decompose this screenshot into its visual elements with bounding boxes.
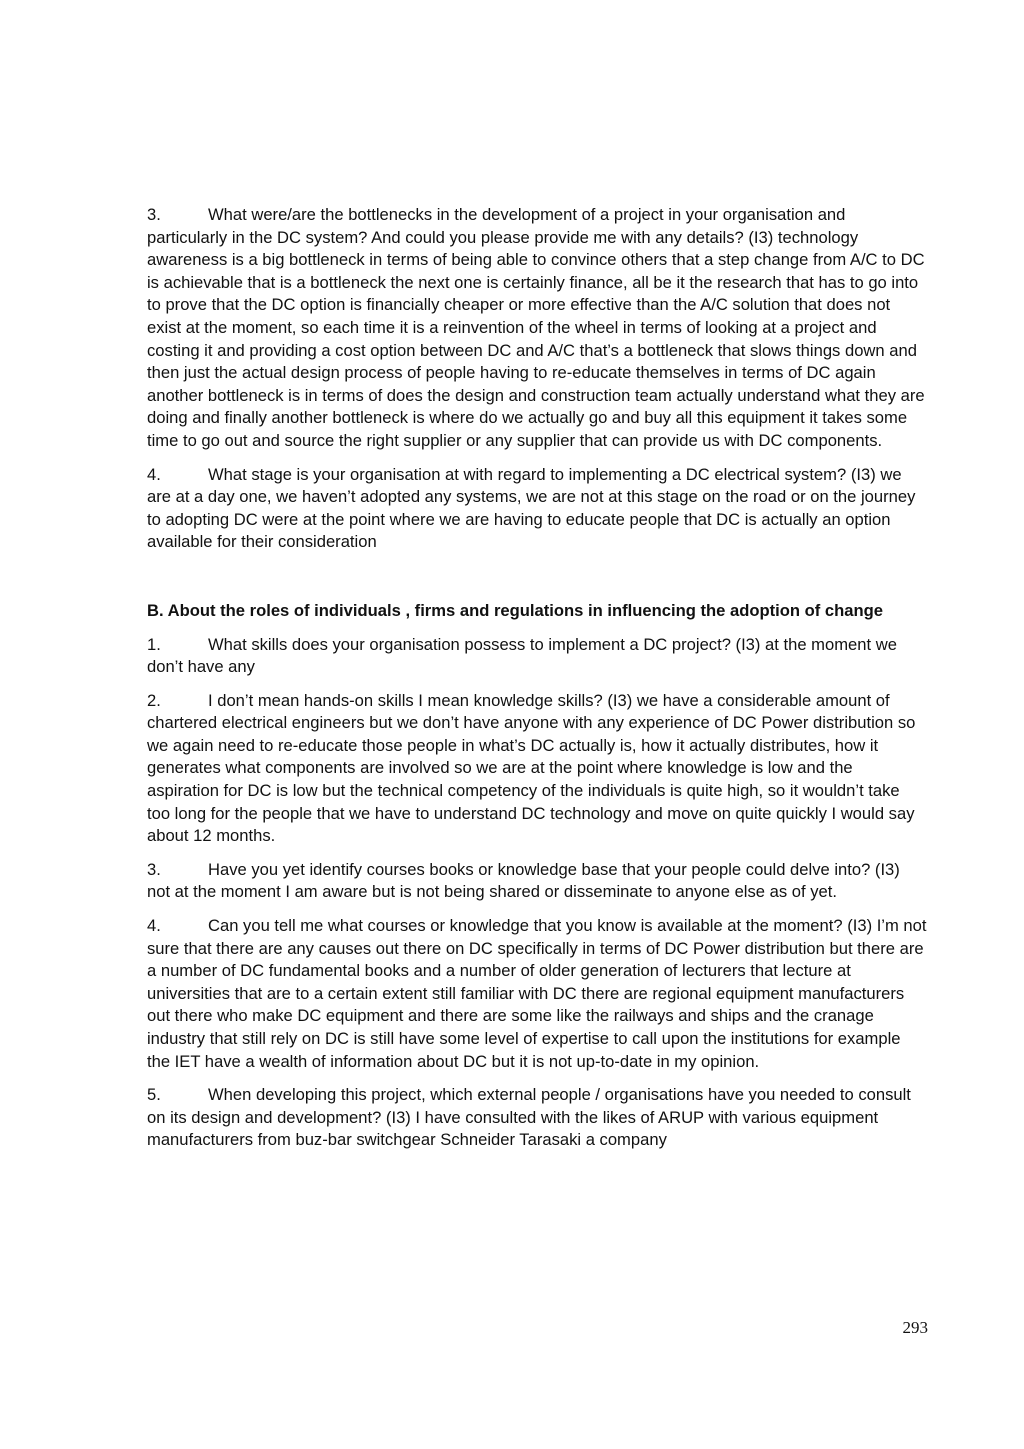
page-number: 293 [902,1318,928,1337]
item-text: Can you tell me what courses or knowledge that you know is available at the moment? (I3) I’m not sure that there are any causes out there on DC specifically in terms of DC Power distribution but there are a number of DC fundamental books and a number of older generation of lecturers that lecture at universities that are to a certain extent still familiar with DC there are regional equipment manufacturers out there who make DC equipment and there are some like the railways and ships and the cranage industry that still rely on DC is still have some level of expertise to call upon the institutions for example the IET have a wealth of information about DC but it is not up-to-date in my opinion. [147,916,927,1071]
item-number: 4. [147,916,161,936]
document-page [147,204,927,1163]
item-text: What stage is your organisation at with regard to implementing a DC electrical system? (I3) we are at a day one, we haven’t adopted any systems, we are not at this stage on the road or on the journey to adopting DC were at the point where we are having to educate people that DC is actually an option available for their consideration [147,464,916,552]
paragraph-b2 [147,690,927,848]
paragraph-a3 [147,204,927,453]
paragraph-b5 [147,1084,927,1152]
item-text: I don’t mean hands-on skills I mean knowledge skills? (I3) we have a considerable amount of chartered electrical engineers but we don’t have anyone with any experience of DC Power distribution so we again need to re-educate those people in what’s DC actually is, how it actually distributes, how it generates what components are involved so we are at the point where knowledge is low and the aspiration for DC is low but the technical competency of the individuals is quite high, so it wouldn’t take too long for the people that we have to understand DC technology and move on quite quickly I would say about 12 months. [147,690,916,846]
item-number: 3. [147,205,161,224]
paragraph-b4 [147,915,927,1073]
paragraph-b3 [147,859,927,904]
item-text: Have you yet identify courses books or knowledge base that your people could delve into? (I3) not at the moment I am aware but is not being shared or disseminate to anyone else as of yet. [147,859,900,902]
item-number: 1. [147,634,161,654]
item-text: What skills does your organisation possess to implement a DC project? (I3) at the moment we don’t have any [147,634,897,677]
item-text: When developing this project, which external people / organisations have you needed to consult on its design and development? (I3) I have consulted with the likes of ARUP with various equipment manufacturers from buz-bar switchgear Schneider Tarasaki a company [147,1085,911,1150]
section-b-heading: B. About the roles of individuals , firms and regulations in influencing the adoption of change [147,600,883,620]
item-text: What were/are the bottlenecks in the development of a project in your organisation and particularly in the DC system? And could you please provide me with any details? (I3) technology awareness is a big bottleneck in terms of being able to convince others that a step change from A/C to DC is achievable that is a bottleneck the next one is certainly finance, all be it the research that has to go into to prove that the DC option is financially cheaper or more effective than the A/C solution that does not exist at the moment, so each time it is a reinvention of the wheel in terms of looking at a project and costing it and providing a cost option between DC and A/C that’s a bottleneck that slows things down and then just the actual design process of people having to re-educate themselves in terms of DC again another bottleneck is in terms of does the design and construction team actually understand what they are doing and finally another bottleneck is where do we actually go and buy all this equipment it takes some time to go out and source the right supplier or any supplier that can provide us with DC components. [147,205,925,450]
item-number: 4. [147,464,161,484]
item-number: 5. [147,1085,161,1105]
paragraph-a4 [147,464,927,554]
paragraph-b1 [147,634,927,679]
item-number: 3. [147,859,161,879]
item-number: 2. [147,690,161,710]
